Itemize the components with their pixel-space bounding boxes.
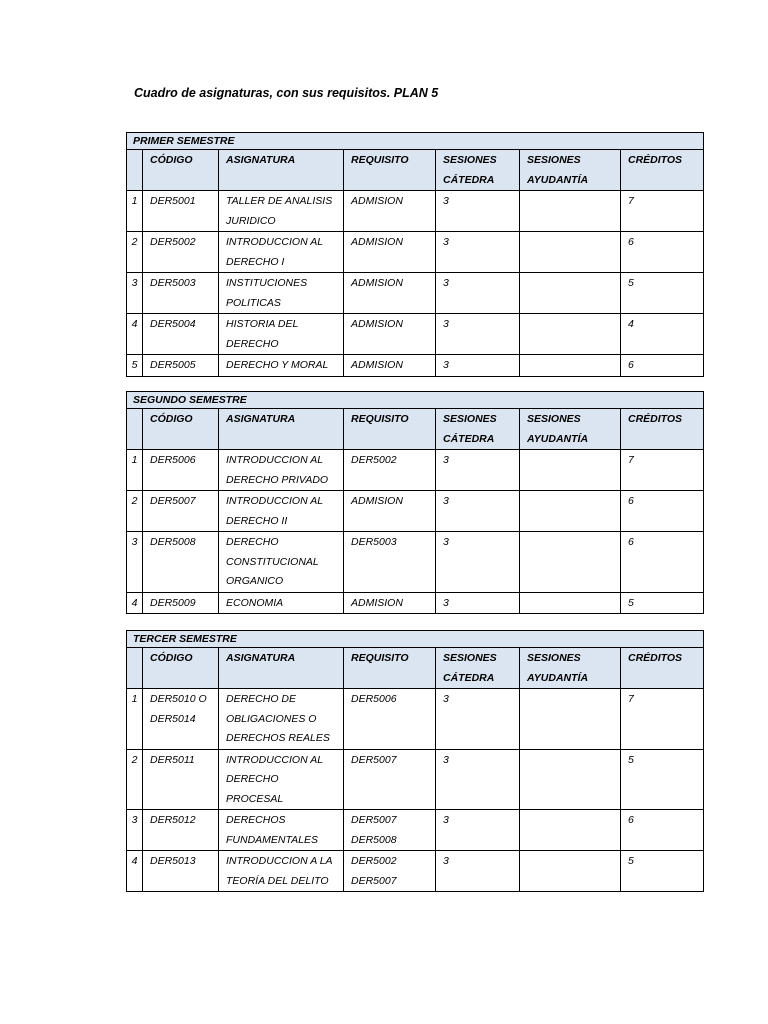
- table-row: [127, 314, 704, 355]
- document-title: Cuadro de asignaturas, con sus requisitos. PLAN 5: [134, 86, 439, 100]
- header-codigo: CÓDIGO: [143, 150, 219, 191]
- header-asignatura: ASIGNATURA: [219, 409, 344, 450]
- semester-title-row: [127, 133, 704, 150]
- row-number: 4: [127, 314, 143, 355]
- semester-title: PRIMER SEMESTRE: [127, 133, 704, 150]
- credits-cell: 6: [621, 355, 704, 377]
- catedra-cell: 3: [436, 355, 520, 377]
- row-number: 1: [127, 689, 143, 750]
- subject-cell: INTRODUCCION AL DERECHO II: [219, 491, 344, 532]
- row-number: 1: [127, 450, 143, 491]
- table-row: [127, 851, 704, 892]
- requisite-cell: DER5003: [344, 532, 436, 593]
- requisite-cell: ADMISION: [344, 273, 436, 314]
- ayudantia-cell: [520, 592, 621, 614]
- subject-cell: DERECHOS FUNDAMENTALES: [219, 810, 344, 851]
- credits-cell: 5: [621, 592, 704, 614]
- ayudantia-cell: [520, 450, 621, 491]
- credits-cell: 5: [621, 851, 704, 892]
- table-row: [127, 191, 704, 232]
- code-cell: DER5002: [143, 232, 219, 273]
- ayudantia-cell: [520, 749, 621, 810]
- requisite-cell: ADMISION: [344, 592, 436, 614]
- row-number: 3: [127, 532, 143, 593]
- table-row: [127, 592, 704, 614]
- requisite-cell: DER5002: [344, 450, 436, 491]
- code-cell: DER5007: [143, 491, 219, 532]
- catedra-cell: 3: [436, 314, 520, 355]
- row-number: 2: [127, 749, 143, 810]
- code-cell: DER5011: [143, 749, 219, 810]
- header-asignatura: ASIGNATURA: [219, 150, 344, 191]
- header-sesiones-ayudantia: SESIONES AYUDANTÍA: [520, 150, 621, 191]
- row-number: 3: [127, 273, 143, 314]
- subject-cell: DERECHO DE OBLIGACIONES O DERECHOS REALES: [219, 689, 344, 750]
- requisite-cell: ADMISION: [344, 191, 436, 232]
- ayudantia-cell: [520, 273, 621, 314]
- requisite-cell: ADMISION: [344, 314, 436, 355]
- code-cell: DER5006: [143, 450, 219, 491]
- code-cell: DER5003: [143, 273, 219, 314]
- header-row: [127, 648, 704, 689]
- header-sesiones-catedra: SESIONES CÁTEDRA: [436, 409, 520, 450]
- catedra-cell: 3: [436, 273, 520, 314]
- table-row: [127, 689, 704, 750]
- semester-title: SEGUNDO SEMESTRE: [127, 392, 704, 409]
- ayudantia-cell: [520, 191, 621, 232]
- semester-title-row: [127, 392, 704, 409]
- table-row: [127, 355, 704, 377]
- semester-table-2: [126, 391, 704, 614]
- header-asignatura: ASIGNATURA: [219, 648, 344, 689]
- subject-cell: INTRODUCCION AL DERECHO PROCESAL: [219, 749, 344, 810]
- header-sesiones-ayudantia: SESIONES AYUDANTÍA: [520, 409, 621, 450]
- code-cell: DER5013: [143, 851, 219, 892]
- code-cell: DER5008: [143, 532, 219, 593]
- table-row: [127, 273, 704, 314]
- requisite-cell: DER5007: [344, 749, 436, 810]
- requisite-cell: ADMISION: [344, 355, 436, 377]
- credits-cell: 6: [621, 491, 704, 532]
- subject-cell: INTRODUCCION AL DERECHO PRIVADO: [219, 450, 344, 491]
- header-creditos: CRÉDITOS: [621, 409, 704, 450]
- row-number-header: [127, 150, 143, 191]
- row-number: 5: [127, 355, 143, 377]
- table-row: [127, 810, 704, 851]
- catedra-cell: 3: [436, 232, 520, 273]
- ayudantia-cell: [520, 810, 621, 851]
- semester-title: TERCER SEMESTRE: [127, 631, 704, 648]
- header-sesiones-ayudantia: SESIONES AYUDANTÍA: [520, 648, 621, 689]
- catedra-cell: 3: [436, 810, 520, 851]
- ayudantia-cell: [520, 851, 621, 892]
- row-number: 4: [127, 851, 143, 892]
- table-row: [127, 450, 704, 491]
- header-creditos: CRÉDITOS: [621, 648, 704, 689]
- ayudantia-cell: [520, 355, 621, 377]
- subject-cell: ECONOMIA: [219, 592, 344, 614]
- ayudantia-cell: [520, 314, 621, 355]
- requisite-cell: DER5002 DER5007: [344, 851, 436, 892]
- row-number-header: [127, 648, 143, 689]
- header-sesiones-catedra: SESIONES CÁTEDRA: [436, 648, 520, 689]
- requisite-cell: DER5007 DER5008: [344, 810, 436, 851]
- requisite-cell: DER5006: [344, 689, 436, 750]
- ayudantia-cell: [520, 532, 621, 593]
- subject-cell: HISTORIA DEL DERECHO: [219, 314, 344, 355]
- credits-cell: 5: [621, 273, 704, 314]
- row-number: 3: [127, 810, 143, 851]
- code-cell: DER5004: [143, 314, 219, 355]
- credits-cell: 4: [621, 314, 704, 355]
- code-cell: DER5005: [143, 355, 219, 377]
- header-requisito: REQUISITO: [344, 648, 436, 689]
- catedra-cell: 3: [436, 491, 520, 532]
- code-cell: DER5001: [143, 191, 219, 232]
- semester-title-row: [127, 631, 704, 648]
- header-requisito: REQUISITO: [344, 409, 436, 450]
- row-number: 2: [127, 232, 143, 273]
- subject-cell: INTRODUCCION A LA TEORÍA DEL DELITO: [219, 851, 344, 892]
- catedra-cell: 3: [436, 749, 520, 810]
- catedra-cell: 3: [436, 450, 520, 491]
- subject-cell: TALLER DE ANALISIS JURIDICO: [219, 191, 344, 232]
- requisite-cell: ADMISION: [344, 491, 436, 532]
- table-row: [127, 491, 704, 532]
- catedra-cell: 3: [436, 851, 520, 892]
- credits-cell: 7: [621, 689, 704, 750]
- ayudantia-cell: [520, 232, 621, 273]
- row-number: 4: [127, 592, 143, 614]
- code-cell: DER5012: [143, 810, 219, 851]
- ayudantia-cell: [520, 491, 621, 532]
- ayudantia-cell: [520, 689, 621, 750]
- credits-cell: 7: [621, 191, 704, 232]
- code-cell: DER5010 O DER5014: [143, 689, 219, 750]
- catedra-cell: 3: [436, 532, 520, 593]
- header-sesiones-catedra: SESIONES CÁTEDRA: [436, 150, 520, 191]
- header-codigo: CÓDIGO: [143, 409, 219, 450]
- subject-cell: DERECHO CONSTITUCIONAL ORGANICO: [219, 532, 344, 593]
- subject-cell: INTRODUCCION AL DERECHO I: [219, 232, 344, 273]
- row-number-header: [127, 409, 143, 450]
- credits-cell: 6: [621, 532, 704, 593]
- header-creditos: CRÉDITOS: [621, 150, 704, 191]
- credits-cell: 6: [621, 232, 704, 273]
- header-requisito: REQUISITO: [344, 150, 436, 191]
- catedra-cell: 3: [436, 689, 520, 750]
- catedra-cell: 3: [436, 191, 520, 232]
- header-codigo: CÓDIGO: [143, 648, 219, 689]
- semester-table-1: [126, 132, 704, 377]
- semester-table-3: [126, 630, 704, 892]
- catedra-cell: 3: [436, 592, 520, 614]
- header-row: [127, 150, 704, 191]
- table-row: [127, 749, 704, 810]
- table-row: [127, 532, 704, 593]
- row-number: 2: [127, 491, 143, 532]
- credits-cell: 7: [621, 450, 704, 491]
- header-row: [127, 409, 704, 450]
- code-cell: DER5009: [143, 592, 219, 614]
- row-number: 1: [127, 191, 143, 232]
- table-row: [127, 232, 704, 273]
- credits-cell: 5: [621, 749, 704, 810]
- credits-cell: 6: [621, 810, 704, 851]
- subject-cell: INSTITUCIONES POLITICAS: [219, 273, 344, 314]
- subject-cell: DERECHO Y MORAL: [219, 355, 344, 377]
- requisite-cell: ADMISION: [344, 232, 436, 273]
